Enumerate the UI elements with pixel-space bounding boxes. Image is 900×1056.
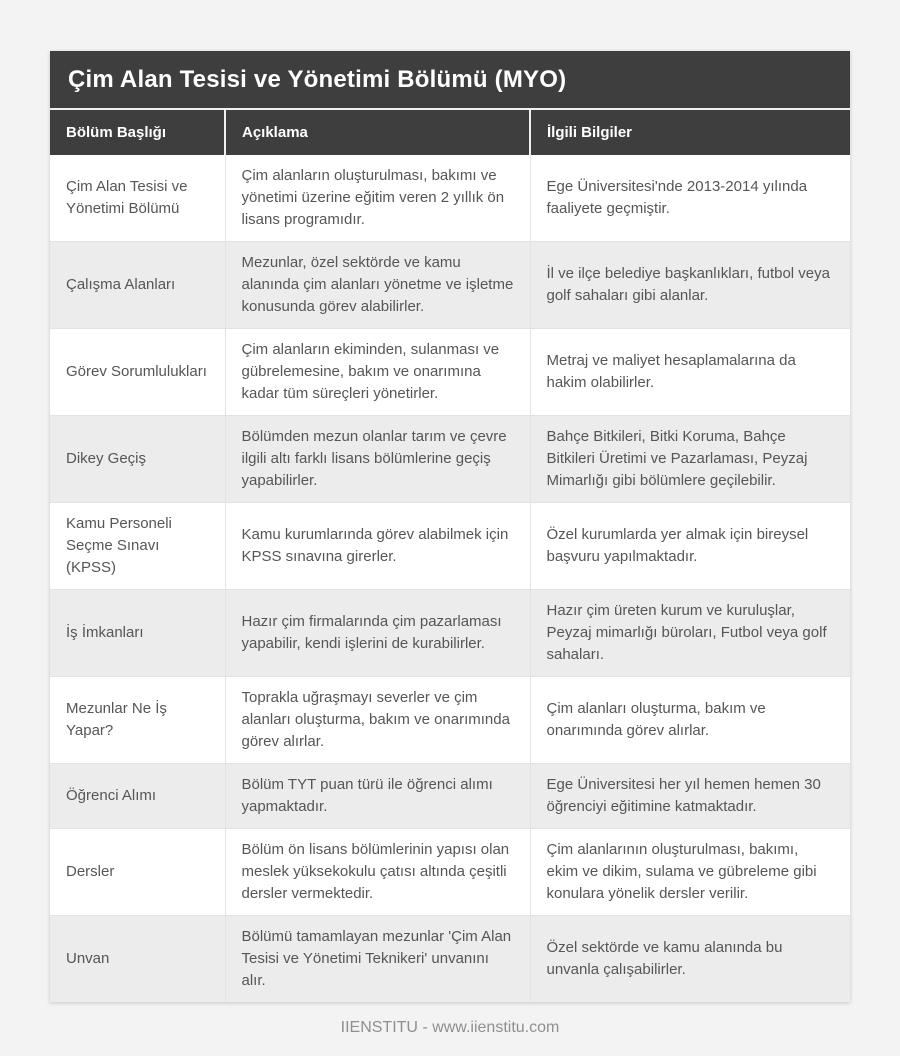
column-header-bolum-basligi: Bölüm Başlığı bbox=[50, 110, 225, 155]
row-section-title-cell: Mezunlar Ne İş Yapar? bbox=[50, 677, 225, 764]
row-section-title-cell: Çim Alan Tesisi ve Yönetimi Bölümü bbox=[50, 155, 225, 242]
row-section-title-cell: Çalışma Alanları bbox=[50, 242, 225, 329]
column-header-ilgili-bilgiler: İlgili Bilgiler bbox=[530, 110, 850, 155]
table-row bbox=[50, 764, 850, 829]
row-related-info-cell: Özel kurumlarda yer almak için bireysel başvuru yapılmaktadır. bbox=[530, 503, 850, 590]
row-related-info-cell: Ege Üniversitesi her yıl hemen hemen 30 öğrenciyi eğitimine katmaktadır. bbox=[530, 764, 850, 829]
row-section-title-cell: İş İmkanları bbox=[50, 590, 225, 677]
row-section-title-cell: Dikey Geçiş bbox=[50, 416, 225, 503]
page-title: Çim Alan Tesisi ve Yönetimi Bölümü (MYO) bbox=[50, 51, 850, 110]
row-description-cell: Bölüm TYT puan türü ile öğrenci alımı yapmaktadır. bbox=[225, 764, 530, 829]
row-description-cell: Kamu kurumlarında görev alabilmek için KPSS sınavına girerler. bbox=[225, 503, 530, 590]
row-related-info-cell: Bahçe Bitkileri, Bitki Koruma, Bahçe Bitkileri Üretimi ve Pazarlaması, Peyzaj Mimarlığı gibi bölümlere geçilebilir. bbox=[530, 416, 850, 503]
table-row bbox=[50, 677, 850, 764]
row-description-cell: Toprakla uğraşmayı severler ve çim alanları oluşturma, bakım ve onarımında görev alırlar. bbox=[225, 677, 530, 764]
table-row bbox=[50, 242, 850, 329]
row-related-info-cell: Metraj ve maliyet hesaplamalarına da hakim olabilirler. bbox=[530, 329, 850, 416]
table-row bbox=[50, 503, 850, 590]
table-row bbox=[50, 829, 850, 916]
row-related-info-cell: Hazır çim üreten kurum ve kuruluşlar, Peyzaj mimarlığı büroları, Futbol veya golf sahaları. bbox=[530, 590, 850, 677]
row-description-cell: Bölümü tamamlayan mezunlar 'Çim Alan Tesisi ve Yönetimi Teknikeri' unvanını alır. bbox=[225, 916, 530, 1003]
table-row bbox=[50, 416, 850, 503]
row-section-title-cell: Kamu Personeli Seçme Sınavı (KPSS) bbox=[50, 503, 225, 590]
row-section-title-cell: Dersler bbox=[50, 829, 225, 916]
row-related-info-cell: İl ve ilçe belediye başkanlıkları, futbol veya golf sahaları gibi alanlar. bbox=[530, 242, 850, 329]
row-description-cell: Bölüm ön lisans bölümlerinin yapısı olan meslek yüksekokulu çatısı altında çeşitli dersler vermektedir. bbox=[225, 829, 530, 916]
info-table-card bbox=[50, 51, 850, 1002]
row-section-title-cell: Öğrenci Alımı bbox=[50, 764, 225, 829]
row-related-info-cell: Ege Üniversitesi'nde 2013-2014 yılında faaliyete geçmiştir. bbox=[530, 155, 850, 242]
table-row bbox=[50, 329, 850, 416]
row-related-info-cell: Özel sektörde ve kamu alanında bu unvanla çalışabilirler. bbox=[530, 916, 850, 1003]
row-description-cell: Çim alanların oluşturulması, bakımı ve yönetimi üzerine eğitim veren 2 yıllık ön lisans programıdır. bbox=[225, 155, 530, 242]
footer-credit: IIENSTITU - www.iienstitu.com bbox=[340, 1019, 560, 1036]
row-section-title-cell: Görev Sorumlulukları bbox=[50, 329, 225, 416]
table-body bbox=[50, 155, 850, 1002]
row-related-info-cell: Çim alanları oluşturma, bakım ve onarımında görev alırlar. bbox=[530, 677, 850, 764]
table-row bbox=[50, 916, 850, 1003]
row-description-cell: Bölümden mezun olanlar tarım ve çevre ilgili altı farklı lisans bölümlerine geçiş yapabilirler. bbox=[225, 416, 530, 503]
info-table bbox=[50, 110, 850, 1002]
row-description-cell: Hazır çim firmalarında çim pazarlaması yapabilir, kendi işlerini de kurabilirler. bbox=[225, 590, 530, 677]
table-row bbox=[50, 155, 850, 242]
table-header bbox=[50, 110, 850, 155]
row-related-info-cell: Çim alanlarının oluşturulması, bakımı, ekim ve dikim, sulama ve gübreleme gibi konulara yönelik dersler verilir. bbox=[530, 829, 850, 916]
table-row bbox=[50, 590, 850, 677]
column-header-aciklama: Açıklama bbox=[225, 110, 530, 155]
row-description-cell: Mezunlar, özel sektörde ve kamu alanında çim alanları yönetme ve işletme konusunda görev alabilirler. bbox=[225, 242, 530, 329]
row-description-cell: Çim alanların ekiminden, sulanması ve gübrelemesine, bakım ve onarımına kadar tüm süreçleri yönetirler. bbox=[225, 329, 530, 416]
row-section-title-cell: Unvan bbox=[50, 916, 225, 1003]
